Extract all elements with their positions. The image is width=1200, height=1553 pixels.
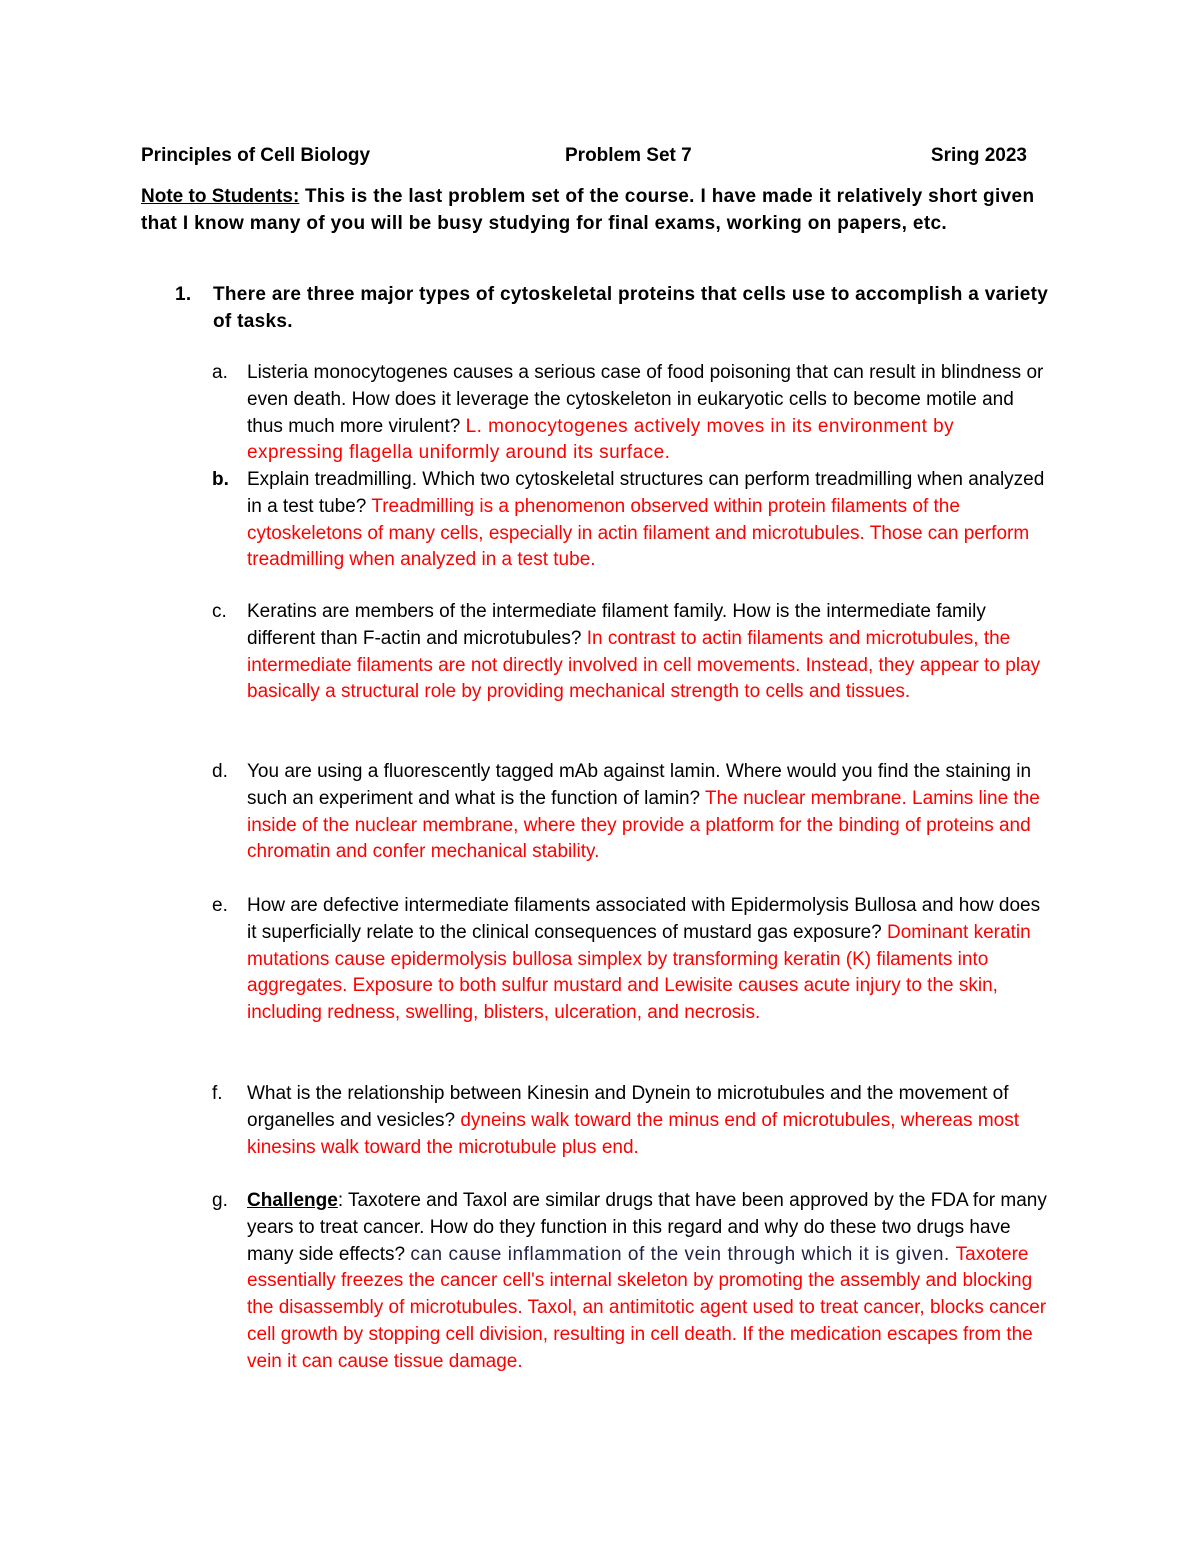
part-d-letter: d. — [212, 761, 228, 782]
part-b-question: Explain treadmilling. Which two cytoskeletal structures can perform treadmilling when analyzed in a test tube? — [247, 469, 1045, 517]
note-text: This is the last problem set of the course. I have made it relatively short given that I know many of you will be busy studying for final exams, working on papers, etc. — [141, 186, 1035, 234]
page-header — [141, 142, 1027, 170]
part-a-letter: a. — [212, 362, 228, 383]
part-g-answer: Taxotere essentially freezes the cancer cell's internal skeleton by promoting the assembly and blocking the disassembly of microtubules. Taxol, an antimitotic agent used to treat cancer, blocks cancer cell growth by stopping cell division, resulting in cell death. If the medication escapes from the vein it can cause tissue damage. — [247, 1243, 1047, 1372]
problem-set-title: Problem Set 7 — [565, 145, 692, 166]
part-a — [212, 360, 1052, 467]
part-f-answer: dyneins walk toward the minus end of microtubules, whereas most kinesins walk toward the microtubule plus end. — [247, 1109, 1020, 1158]
question-1 — [141, 281, 1066, 335]
part-e-answer: Dominant keratin mutations cause epidermolysis bullosa simplex by transforming keratin (K) filaments into aggregates. Exposure to both sulfur mustard and Lewisite causes acute injury to the skin, including redness, swelling, blisters, ulceration, and necrosis. — [247, 921, 1031, 1024]
part-c-letter: c. — [212, 601, 227, 622]
part-g-question: : Taxotere and Taxol are similar drugs that have been approved by the FDA for many years to treat cancer. How do they function in this regard and why do these two drugs have many side effects? — [247, 1190, 1047, 1265]
part-f-letter: f. — [212, 1083, 223, 1104]
part-f-question: What is the relationship between Kinesin and Dynein to microtubules and the movement of organelles and vesicles? — [247, 1083, 1009, 1131]
part-e-question: How are defective intermediate filaments associated with Epidermolysis Bullosa and how does it superficially relate to the clinical consequences of mustard gas exposure? — [247, 895, 1041, 943]
part-g-answer-dark: can cause inflammation of the vein through which it is given. — [410, 1243, 956, 1265]
part-b-letter: b. — [212, 469, 229, 490]
question-1-number: 1. — [175, 284, 192, 305]
part-a-question: Listeria monocytogenes causes a serious case of food poisoning that can result in blindness or even death. How does it leverage the cytoskeleton in eukaryotic cells to become motile and thus much more virulent? — [247, 362, 1044, 437]
part-c-question: Keratins are members of the intermediate filament family. How is the intermediate family different than F-actin and microtubules? — [247, 601, 986, 649]
part-b-answer: Treadmilling is a phenomenon observed within protein filaments of the cytoskeletons of many cells, especially in actin filament and microtubules. Those can perform treadmilling when analyzed in a test tube. — [247, 495, 1030, 571]
course-title: Principles of Cell Biology — [141, 145, 371, 166]
part-g-letter: g. — [212, 1190, 228, 1211]
note-to-students — [141, 183, 1041, 237]
part-c — [212, 599, 1052, 706]
part-b — [212, 467, 1052, 574]
question-1-text: There are three major types of cytoskeletal proteins that cells use to accomplish a variety of tasks. — [213, 284, 1049, 332]
term-label: Sring 2023 — [930, 145, 1027, 166]
part-g — [212, 1188, 1052, 1376]
part-a-answer: L. monocytogenes actively moves in its environment by expressing flagella uniformly around its surface. — [247, 415, 955, 464]
challenge-label: Challenge — [247, 1190, 338, 1211]
part-e-letter: e. — [212, 895, 228, 916]
part-d-answer: The nuclear membrane. Lamins line the inside of the nuclear membrane, where they provide a platform for the binding of proteins and chromatin and confer mechanical stability. — [247, 787, 1040, 863]
part-d — [212, 759, 1052, 866]
part-c-answer: In contrast to actin filaments and microtubules, the intermediate filaments are not directly involved in cell movements. Instead, they appear to play basically a structural role by providing mechanical strength to cells and tissues. — [247, 627, 1041, 703]
part-e — [212, 893, 1052, 1027]
part-d-question: You are using a fluorescently tagged mAb against lamin. Where would you find the staining in such an experiment and what is the function of lamin? — [247, 761, 1032, 809]
part-f — [212, 1081, 1052, 1161]
note-label: Note to Students: — [141, 186, 300, 207]
